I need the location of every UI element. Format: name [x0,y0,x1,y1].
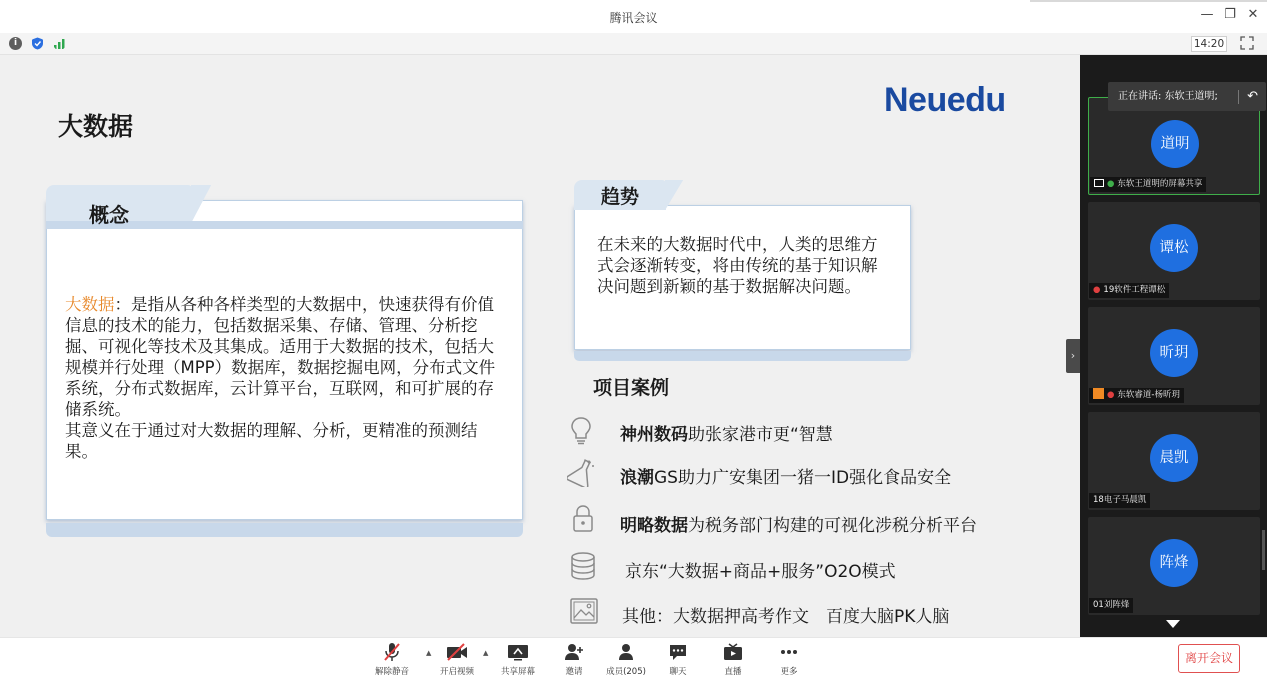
case-bold: 明略数据 [620,516,688,536]
unmute-button[interactable] [362,641,422,677]
participant-tile[interactable] [1088,307,1260,405]
case-text: GS助力广安集团一猪一ID强化食品安全 [654,468,952,488]
case-item [622,602,949,627]
divider [1238,90,1239,104]
members-button[interactable] [596,641,656,677]
avatar: 阵烽 [1150,539,1198,587]
case-item [620,511,977,536]
mic-muted-icon: ● [1093,285,1101,295]
neuedu-logo: Neuedu [884,81,1006,119]
participant-panel [1080,55,1267,637]
trend-label: 趋势 [601,186,640,208]
live-label: 直播 [724,667,742,677]
trend-card [574,186,911,350]
live-icon [723,643,743,661]
participant-name [1089,388,1184,403]
info-icon[interactable]: i [9,37,22,50]
members-icon [616,643,636,661]
invite-button[interactable] [544,641,604,677]
lightbulb-icon [566,415,596,445]
participant-tile[interactable] [1088,517,1260,615]
share-screen-icon [507,643,529,661]
meeting-info-bar [0,33,1267,55]
live-button[interactable] [703,641,763,677]
trend-tab-slope [665,180,683,210]
members-label: 成员(205) [606,667,646,677]
participant-tile[interactable] [1088,412,1260,510]
minimize-button[interactable]: — [1200,7,1214,22]
lock-icon [568,503,598,533]
concept-band-bottom [46,523,523,537]
mic-muted-icon [383,642,401,662]
meeting-toolbar [0,637,1267,679]
concept-significance: 其意义在于通过对大数据的理解、分析，更精准的预测结果。 [65,421,478,461]
participant-tile[interactable] [1088,97,1260,195]
avatar: 晨凯 [1150,434,1198,482]
case-item [620,463,951,488]
video-button[interactable] [427,641,487,677]
scroll-down-icon[interactable] [1166,620,1180,628]
trend-band-bottom [574,351,911,361]
leave-meeting-button[interactable]: 离开会议 [1178,644,1240,673]
case-item [620,420,833,445]
unmute-label: 解除静音 [374,667,409,677]
speaking-indicator [1108,82,1266,111]
trend-text: 在未来的大数据时代中，人类的思维方式会逐渐转变，将由传统的基于知识解决问题到新颖的基于数据解决问题。 [597,235,878,296]
avatar: 昕玥 [1150,329,1198,377]
more-icon [779,643,799,661]
avatar: 道明 [1151,120,1199,168]
participant-name: 01刘阵烽 [1089,598,1133,613]
concept-text [65,294,505,462]
share-screen-label: 共享屏幕 [500,667,535,677]
more-label: 更多 [780,667,798,677]
slide-title: 大数据 [58,112,134,141]
case-text: 其他：大数据押高考作文 百度大脑PK人脑 [622,607,950,627]
participant-name-text: 19软件工程谭松 [1103,285,1166,295]
case-item [625,557,896,582]
concept-tab-slope [191,185,211,223]
add-user-icon [564,643,584,661]
speaking-text: 正在讲话: 东软王道明; [1118,91,1218,102]
panel-scrollbar[interactable] [1262,530,1265,570]
collapse-icon[interactable]: ↶ [1247,89,1258,104]
chat-label: 聊天 [669,667,687,677]
image-icon [569,596,599,626]
fullscreen-icon[interactable] [1240,36,1254,50]
mic-icon: ● [1107,179,1115,189]
case-bold: 神州数码 [620,425,688,445]
case-text: 助张家港市更“智慧 [688,425,833,445]
concept-definition: ：是指从各种各样类型的大数据中，快速获得有价值信息的技术的能力，包括数据采集、存储、管理、分析挖掘、可视化等技术及其集成。适用于大数据的技术，包括大规模并行处理（MPP）数据库，数据挖掘电网，分布式文件系统，分布式数据库，云计算平台，互联网，和可扩展的存储系统。 [65,295,496,419]
shield-icon[interactable] [31,37,44,50]
title-bar [0,0,1267,33]
screen-share-icon [1094,179,1104,187]
participant-name-text: 东软睿道-杨昕玥 [1117,390,1180,400]
audio-options-caret[interactable]: ▲ [426,649,432,657]
chat-icon [668,643,688,661]
invite-label: 邀请 [565,667,583,677]
window-title: 腾讯会议 [609,11,658,25]
concept-card [46,200,523,520]
restore-button[interactable]: ❐ [1224,7,1236,22]
participant-name [1090,177,1206,192]
participant-name [1089,283,1169,298]
case-text: 京东“大数据+商品+服务”O2O模式 [625,562,896,582]
video-label: 开启视频 [439,667,474,677]
chat-button[interactable] [648,641,708,677]
share-screen-button[interactable] [488,641,548,677]
host-icon [1093,388,1104,399]
cases-title: 项目案例 [593,377,670,399]
database-icon [568,551,598,581]
camera-off-icon [446,643,468,661]
concept-label: 概念 [89,203,129,227]
meeting-clock: 14:20 [1191,36,1227,52]
video-options-caret[interactable]: ▲ [483,649,489,657]
participant-name: 18电子马晨凯 [1089,493,1150,508]
close-button[interactable]: ✕ [1247,7,1259,22]
shared-screen-slide [0,55,1080,637]
concept-highlight: 大数据 [65,295,115,314]
avatar: 谭松 [1150,224,1198,272]
participant-name-text: 东软王道明的屏幕共享 [1117,179,1203,189]
mic-muted-icon: ● [1107,390,1115,400]
more-button[interactable] [759,641,819,677]
case-text: 为税务部门构建的可视化涉税分析平台 [688,516,977,536]
title-bar-accent [1030,0,1267,2]
case-bold: 浪潮 [620,468,654,488]
signal-icon[interactable] [53,37,66,50]
flask-icon [567,457,597,487]
participant-tile[interactable] [1088,202,1260,300]
collapse-panel-button[interactable]: › [1066,339,1080,373]
